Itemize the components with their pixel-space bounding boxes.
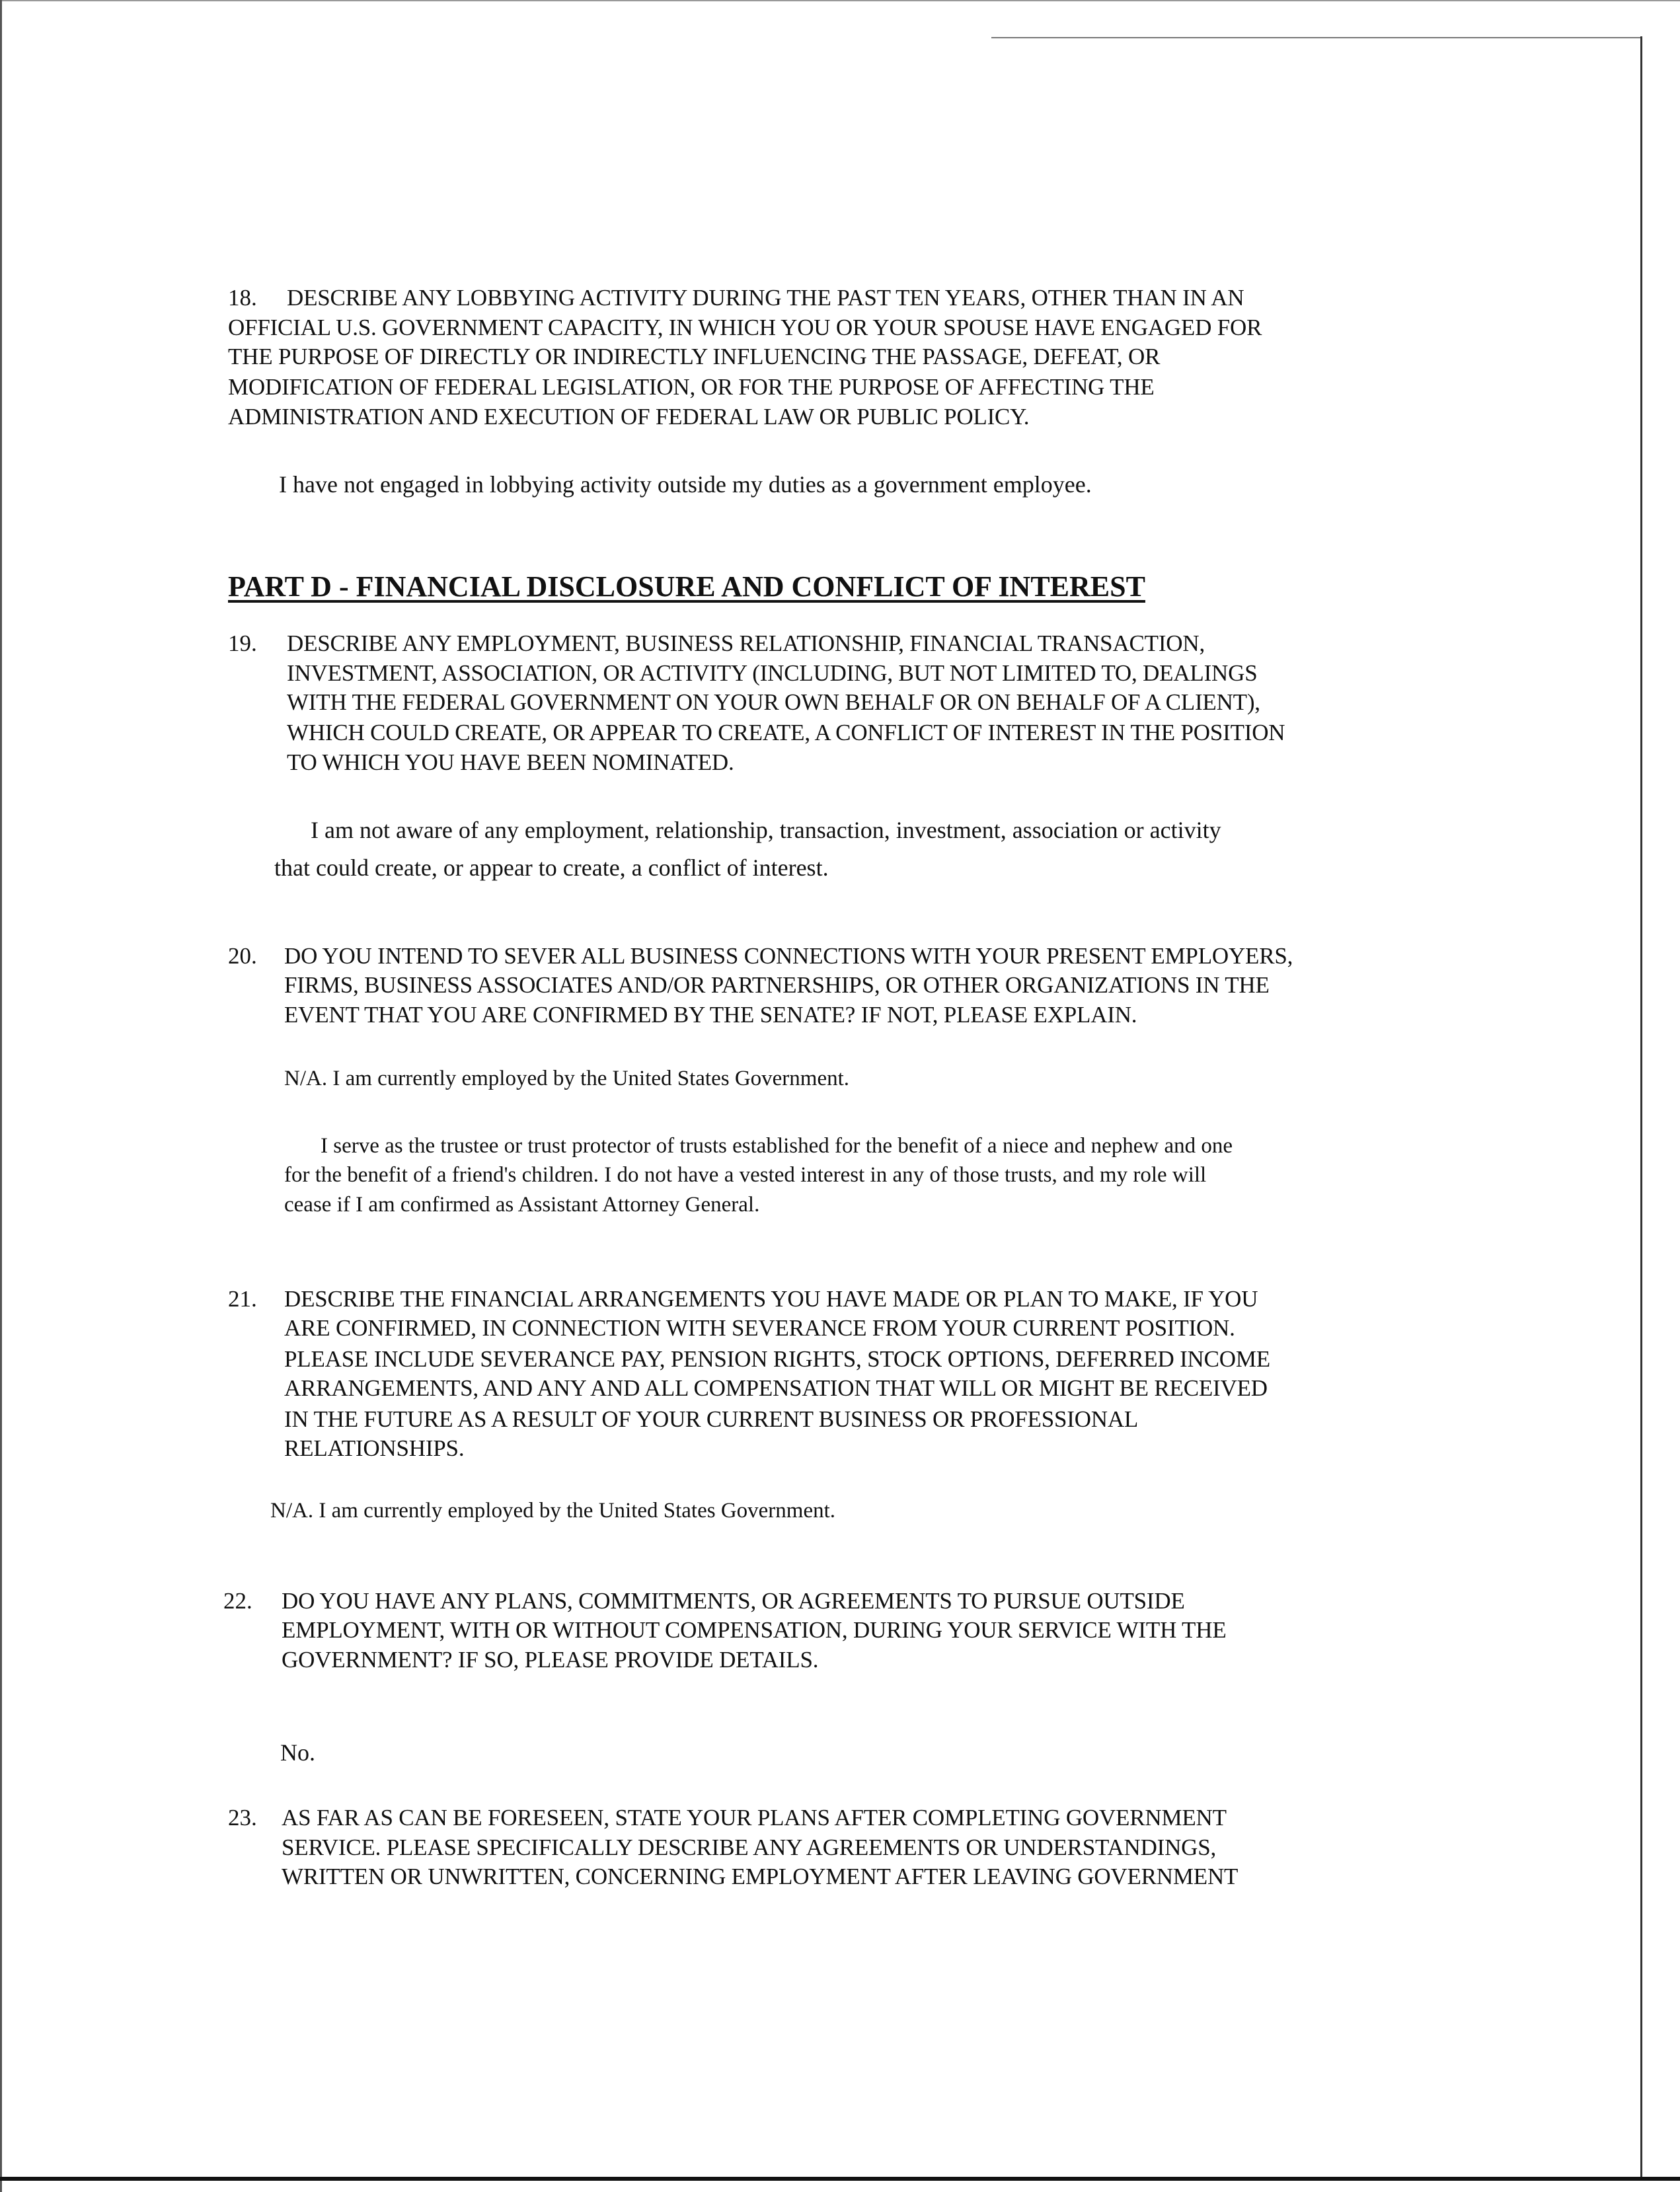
question-text-line: TO WHICH YOU HAVE BEEN NOMINATED.: [287, 749, 734, 775]
question-number: 22.: [223, 1588, 252, 1614]
question-number: 18.: [228, 285, 257, 311]
question-text-line: IN THE FUTURE AS A RESULT OF YOUR CURRENT BUSINESS OR PROFESSIONAL: [284, 1406, 1139, 1432]
question-text-line: ADMINISTRATION AND EXECUTION OF FEDERAL LAW OR PUBLIC POLICY.: [228, 404, 1030, 430]
question-text-line: DO YOU HAVE ANY PLANS, COMMITMENTS, OR AGREEMENTS TO PURSUE OUTSIDE: [282, 1588, 1185, 1614]
question-text-line: THE PURPOSE OF DIRECTLY OR INDIRECTLY INFLUENCING THE PASSAGE, DEFEAT, OR: [228, 344, 1161, 369]
question-text-line: PLEASE INCLUDE SEVERANCE PAY, PENSION RIGHTS, STOCK OPTIONS, DEFERRED INCOME: [284, 1346, 1270, 1372]
scan-edge-right: [1640, 36, 1642, 2177]
scan-edge-bottom: [0, 2177, 1680, 2181]
question-number: 23.: [228, 1805, 257, 1831]
question-text-line: FIRMS, BUSINESS ASSOCIATES AND/OR PARTNERSHIPS, OR OTHER ORGANIZATIONS IN THE: [284, 972, 1270, 998]
question-text-line: DO YOU INTEND TO SEVER ALL BUSINESS CONNECTIONS WITH YOUR PRESENT EMPLOYERS,: [284, 943, 1293, 969]
question-number: 20.: [228, 943, 257, 969]
scan-edge-top: [0, 0, 1680, 1]
answer-text: No.: [280, 1739, 315, 1766]
question-text-line: AS FAR AS CAN BE FORESEEN, STATE YOUR PLANS AFTER COMPLETING GOVERNMENT: [282, 1805, 1227, 1831]
question-text-line: GOVERNMENT? IF SO, PLEASE PROVIDE DETAILS.: [282, 1647, 819, 1673]
question-text-line: RELATIONSHIPS.: [284, 1435, 465, 1461]
answer-text: I serve as the trustee or trust protector of trusts established for the benefit of a niece and nephew and one: [321, 1134, 1233, 1158]
answer-text: cease if I am confirmed as Assistant Attorney General.: [284, 1193, 760, 1217]
question-text-line: EVENT THAT YOU ARE CONFIRMED BY THE SENATE? IF NOT, PLEASE EXPLAIN.: [284, 1002, 1137, 1028]
answer-text: I am not aware of any employment, relationship, transaction, investment, association or activity: [311, 817, 1221, 843]
question-number: 19.: [228, 630, 257, 656]
question-text-line: INVESTMENT, ASSOCIATION, OR ACTIVITY (INCLUDING, BUT NOT LIMITED TO, DEALINGS: [287, 660, 1258, 686]
scan-edge-line: [991, 37, 1642, 38]
question-number: 21.: [228, 1286, 257, 1312]
answer-text: N/A. I am currently employed by the United States Government.: [284, 1067, 850, 1090]
question-text-line: SERVICE. PLEASE SPECIFICALLY DESCRIBE ANY AGREEMENTS OR UNDERSTANDINGS,: [282, 1834, 1217, 1860]
question-text-line: EMPLOYMENT, WITH OR WITHOUT COMPENSATION, DURING YOUR SERVICE WITH THE: [282, 1617, 1227, 1643]
scan-edge-left: [0, 0, 2, 2192]
answer-text: that could create, or appear to create, a conflict of interest.: [274, 854, 829, 881]
question-text-line: MODIFICATION OF FEDERAL LEGISLATION, OR FOR THE PURPOSE OF AFFECTING THE: [228, 374, 1155, 400]
answer-text: for the benefit of a friend's children. I do not have a vested interest in any of those trusts, and my role will: [284, 1163, 1207, 1187]
question-text-line: WRITTEN OR UNWRITTEN, CONCERNING EMPLOYMENT AFTER LEAVING GOVERNMENT: [282, 1864, 1239, 1889]
question-text-line: WHICH COULD CREATE, OR APPEAR TO CREATE, A CONFLICT OF INTEREST IN THE POSITION: [287, 720, 1285, 745]
section-heading: PART D - FINANCIAL DISCLOSURE AND CONFLICT OF INTEREST: [228, 570, 1145, 603]
question-text-line: ARE CONFIRMED, IN CONNECTION WITH SEVERANCE FROM YOUR CURRENT POSITION.: [284, 1315, 1235, 1341]
answer-text: I have not engaged in lobbying activity outside my duties as a government employee.: [279, 471, 1092, 498]
question-text-line: DESCRIBE ANY LOBBYING ACTIVITY DURING THE PAST TEN YEARS, OTHER THAN IN AN: [287, 285, 1244, 311]
question-text-line: WITH THE FEDERAL GOVERNMENT ON YOUR OWN BEHALF OR ON BEHALF OF A CLIENT),: [287, 689, 1260, 715]
answer-text: N/A. I am currently employed by the United States Government.: [270, 1499, 836, 1523]
question-text-line: DESCRIBE THE FINANCIAL ARRANGEMENTS YOU HAVE MADE OR PLAN TO MAKE, IF YOU: [284, 1286, 1258, 1312]
question-text-line: ARRANGEMENTS, AND ANY AND ALL COMPENSATION THAT WILL OR MIGHT BE RECEIVED: [284, 1375, 1268, 1401]
question-text-line: DESCRIBE ANY EMPLOYMENT, BUSINESS RELATIONSHIP, FINANCIAL TRANSACTION,: [287, 630, 1205, 656]
question-text-line: OFFICIAL U.S. GOVERNMENT CAPACITY, IN WHICH YOU OR YOUR SPOUSE HAVE ENGAGED FOR: [228, 315, 1262, 340]
